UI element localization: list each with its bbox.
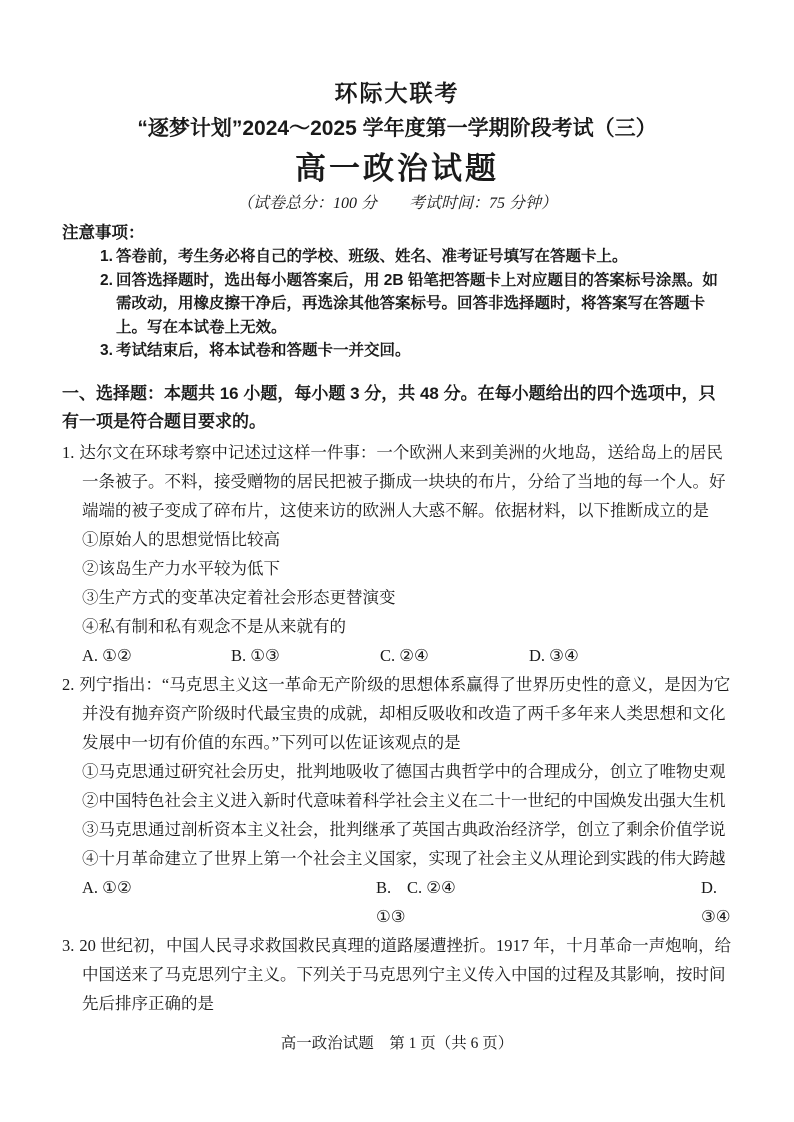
option-d: D. ③④ <box>529 645 579 665</box>
notice-text: 答卷前，考生务必将自己的学校、班级、姓名、准考证号填写在答题卡上。 <box>115 248 628 265</box>
notice-number: 1. <box>100 248 113 265</box>
question-3 <box>62 931 732 1018</box>
notices-heading: 注意事项： <box>62 224 145 242</box>
exam-header <box>62 80 732 215</box>
notice-number: 2. <box>100 271 113 289</box>
question-stem-text: 20 世纪初，中国人民寻求救国救民真理的道路屡遭挫折。1917 年，十月革命一声炮响，给中国送来了马克思列宁主义。下列关于马克思列宁主义传入中国的过程及其影响，按时间先后排序正确的是 <box>79 935 732 1013</box>
option-a: A. ①② <box>82 877 132 897</box>
notice-text: 考试结束后，将本试卷和答题卡一并交回。 <box>115 342 411 359</box>
question-statement-2: ②中国特色社会主义进入新时代意味着科学社会主义在二十一世纪的中国焕发出强大生机 <box>82 790 726 810</box>
question-stem-text: 达尔文在环球考察中记述过这样一件事：一个欧洲人来到美洲的火地岛，送给岛上的居民一条被子。不料，接受赠物的居民把被子撕成一块块的布片，分给了当地的每一个人。好端端的被子变成了碎布片，这使来访的欧洲人大惑不解。依据材料，以下推断成立的是 <box>79 442 726 520</box>
question-2 <box>62 670 732 931</box>
question-statement-1: ①原始人的思想觉悟比较高 <box>82 529 280 549</box>
questions-list <box>62 438 732 1018</box>
question-statement-3: ③生产方式的变革决定着社会形态更替演变 <box>82 587 396 607</box>
question-stem <box>62 931 732 1018</box>
question-stem <box>62 670 732 757</box>
option-c: C. ②④ <box>407 877 456 897</box>
page-title: 高一政治试题 <box>295 151 499 186</box>
option-d: D. ③④ <box>701 877 731 926</box>
option-b: B. ①③ <box>376 877 406 926</box>
exam-meta: （试卷总分：100 分 考试时间：75 分钟） <box>236 195 557 212</box>
option-c: C. ②④ <box>380 645 429 665</box>
notice-item-2 <box>62 269 732 340</box>
question-stem <box>62 438 732 525</box>
notice-text: 回答选择题时，选出每小题答案后，用 2B 铅笔把答题卡上对应题目的答案标号涂黑。如需改动，用橡皮擦干净后，再选涂其他答案标号。回答非选择题时，将答案写在答题卡上。写在本试卷上无效。 <box>115 271 718 336</box>
question-statement-4: ④十月革命建立了世界上第一个社会主义国家，实现了社会主义从理论到实践的伟大跨越 <box>82 848 726 868</box>
question-statement-1: ①马克思通过研究社会历史，批判地吸收了德国古典哲学中的合理成分，创立了唯物史观 <box>82 761 726 781</box>
exam-organizer: 环际大联考 <box>334 80 460 106</box>
question-1 <box>62 438 732 670</box>
notice-item-1 <box>62 245 732 269</box>
question-number: 3. <box>62 935 75 955</box>
notices-section <box>62 222 732 363</box>
question-stem-text: 列宁指出：“马克思主义这一革命无产阶级的思想体系赢得了世界历史性的意义，是因为它并没有抛弃资产阶级时代最宝贵的成就，却相反吸收和改造了两千多年来人类思想和文化发展中一切有价值的东西。”下列可以佐证该观点的是 <box>79 674 731 752</box>
section-heading-choice: 一、选择题：本题共 16 小题，每小题 3 分，共 48 分。在每小题给出的四个选项中，只有一项是符合题目要求的。 <box>62 383 716 431</box>
notice-number: 3. <box>100 342 113 359</box>
question-number: 1. <box>62 442 75 462</box>
question-options <box>62 641 732 670</box>
question-number: 2. <box>62 674 75 694</box>
question-statement-2: ②该岛生产力水平较为低下 <box>82 558 280 578</box>
question-options <box>62 873 732 931</box>
notice-item-3 <box>62 339 732 363</box>
option-a: A. ①② <box>82 645 132 665</box>
question-statement-4: ④私有制和私有观念不是从来就有的 <box>82 616 346 636</box>
option-b: B. ①③ <box>231 645 280 665</box>
exam-session-title: “逐梦计划”2024～2025 学年度第一学期阶段考试（三） <box>137 117 657 140</box>
question-statement-3: ③马克思通过剖析资本主义社会，批判继承了英国古典政治经济学，创立了剩余价值学说 <box>82 819 726 839</box>
page-footer: 高一政治试题 第 1 页（共 6 页） <box>280 1035 514 1052</box>
